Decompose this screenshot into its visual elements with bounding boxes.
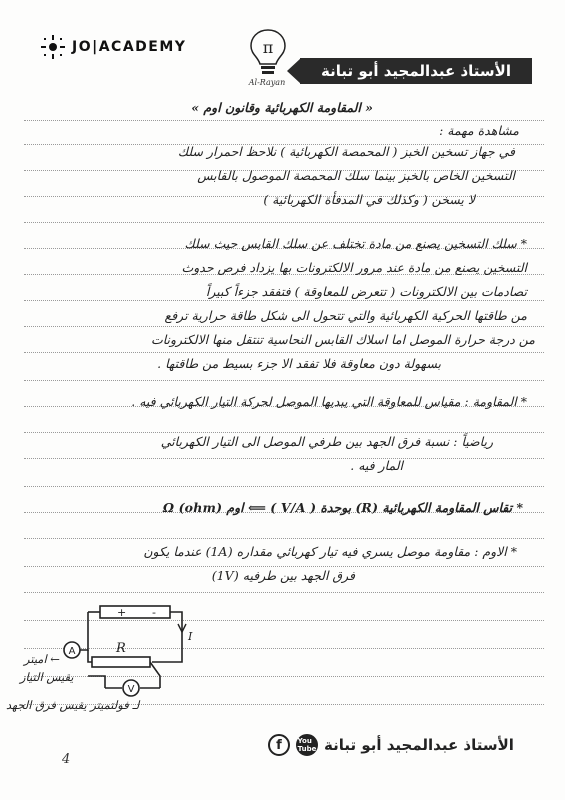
explanation-line-5: من درجة حرارة الموصل اما اسلاك القابس النحاسية تنتقل منها الالكترونات bbox=[150, 332, 535, 347]
math-definition-line-1: رياضياً : نسبة فرق الجهد بين طرفي الموصل الى التيار الكهربائي bbox=[160, 434, 493, 449]
battery-icon bbox=[100, 606, 170, 618]
ammeter-note-2: يقيس التيار bbox=[20, 670, 74, 684]
resistance-definition: * المقاومة : مقياس للمعاوقة التي يبديها الموصل لحركة التيار الكهربائي فيه . bbox=[131, 394, 527, 409]
page-number: 4 bbox=[62, 752, 71, 767]
unit-line: * تقاس المقاومة الكهربائية (R) بوحدة ( V/A ) ⟸ اوم (ohm) Ω bbox=[162, 500, 523, 515]
explanation-line-2: التسخين يصنع من مادة عند مرور الالكترونات بها يزداد فرص حدوث bbox=[181, 260, 527, 275]
explanation-line-3: تصادمات بين الالكترونات ( تتعرض للمعاوقة ) فتفقد جزءاً كبيراً bbox=[205, 284, 527, 299]
battery-minus: - bbox=[152, 606, 156, 619]
observation-line-3: لا يسخن ( وكذلك في المدفأة الكهربائية ) bbox=[263, 192, 475, 207]
youtube-icon[interactable]: You Tube bbox=[296, 734, 318, 756]
observation-line-1: في جهاز تسخين الخبز ( المحمصة الكهربائية ) نلاحظ احمرار سلك bbox=[177, 144, 515, 159]
observation-label: مشاهدة مهمة : bbox=[439, 123, 519, 138]
circuit-wire-left bbox=[78, 612, 88, 650]
footer bbox=[268, 734, 514, 756]
logo-caption: Al-Rayan bbox=[248, 78, 286, 87]
brand-name: JO|ACADEMY bbox=[72, 39, 187, 55]
logo-symbol: π bbox=[262, 38, 274, 57]
observation-line-2: التسخين الخاص بالخبز بينما سلك المحمصة الموصول بالقابس bbox=[197, 168, 515, 183]
lightbulb-pi-icon bbox=[246, 26, 290, 80]
resistor-icon bbox=[92, 657, 150, 667]
ammeter-note: ← اميتر bbox=[24, 652, 60, 666]
voltmeter-symbol: V bbox=[127, 684, 135, 695]
academy-icon bbox=[40, 34, 66, 60]
facebook-icon[interactable]: f bbox=[268, 734, 290, 756]
voltmeter-note: لـ فولتميتر يقيس فرق الجهد bbox=[6, 698, 140, 712]
brand-logo bbox=[40, 34, 186, 60]
ohm-definition-line-2: فرق الجهد بين طرفيه (1V) bbox=[211, 568, 355, 583]
footer-teacher-name: الأستاذ عبدالمجيد أبو تبانة bbox=[324, 736, 514, 754]
teacher-banner: الأستاذ عبدالمجيد أبو تبانة bbox=[300, 58, 532, 84]
math-definition-line-2: المار فيه . bbox=[350, 458, 403, 473]
banner-edge bbox=[287, 58, 301, 84]
ohm-definition-line-1: * الاوم : مقاومة موصل يسري فيه تيار كهربائي مقداره (1A) عندما يكون bbox=[143, 544, 517, 559]
current-label: I bbox=[188, 630, 193, 643]
resistor-label: R bbox=[116, 641, 126, 656]
explanation-line-6: بسهولة دون معاوقة فلا تفقد الا جزء بسيط من طاقتها . bbox=[157, 356, 441, 371]
explanation-line-1: * سلك التسخين يصنع من مادة تختلف عن سلك القابس حيث سلك bbox=[184, 236, 527, 251]
ammeter-symbol: A bbox=[68, 646, 76, 657]
lesson-title: « المقاومة الكهربائية وقانون اوم » bbox=[191, 100, 373, 115]
explanation-line-4: من طاقتها الحركية الكهربائية والتي تتحول الى شكل طاقة حرارية ترفع bbox=[164, 308, 527, 323]
battery-plus: + bbox=[117, 606, 127, 619]
